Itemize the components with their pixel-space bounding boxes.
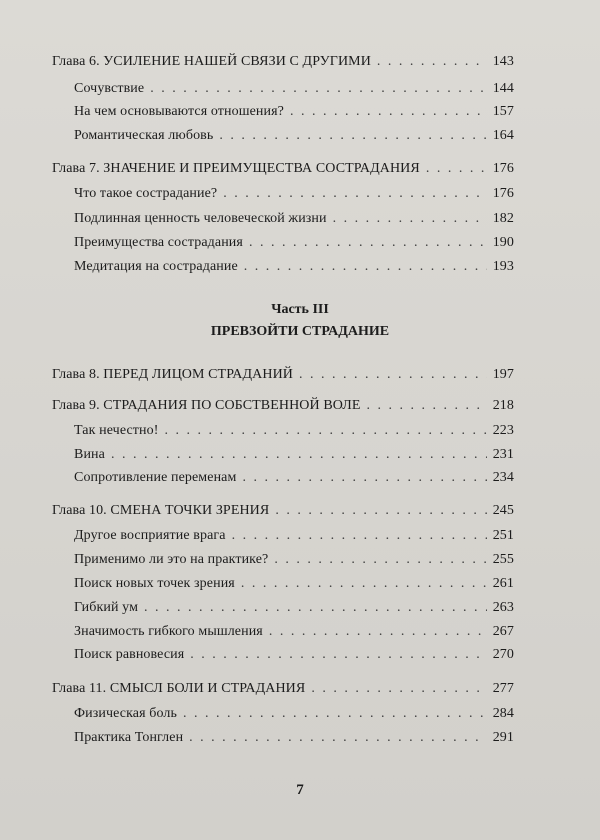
toc-entry-page: 291 [492, 730, 514, 745]
toc-entry-title: Другое восприятие врага [74, 528, 226, 543]
toc-entry-page: 251 [492, 528, 514, 543]
toc-entry-title: Поиск равновесия [74, 647, 185, 662]
leader-dots [241, 575, 487, 593]
toc-entry-page: 261 [492, 576, 514, 591]
toc-entry-page: 164 [492, 128, 514, 143]
toc-entry-page: 193 [492, 259, 514, 274]
toc-entry-title: Медитация на сострадание [74, 259, 238, 274]
toc-entry-page: 197 [492, 367, 514, 382]
toc-entry-page: 176 [492, 161, 514, 176]
leader-dots [242, 469, 486, 487]
toc-entry-section [74, 469, 514, 487]
toc-entry-page: 270 [492, 647, 514, 662]
toc-entry-page: 190 [492, 235, 514, 250]
toc-entry-page: 277 [492, 681, 514, 696]
toc-entry-section [74, 575, 514, 593]
toc-entry-page: 234 [492, 470, 514, 485]
leader-dots [164, 422, 486, 440]
toc-entry-page: 255 [492, 552, 514, 567]
toc-entry-page: 267 [492, 624, 514, 639]
leader-dots [299, 366, 487, 384]
toc-entry-title: Глава 8. ПЕРЕД ЛИЦОМ СТРАДАНИЙ [52, 367, 294, 382]
toc-entry-page: 144 [492, 81, 514, 96]
part-label: Часть III [271, 302, 329, 317]
toc-entry-title: Глава 11. СМЫСЛ БОЛИ И СТРАДАНИЯ [52, 681, 306, 696]
toc-entry-title: Глава 10. СМЕНА ТОЧКИ ЗРЕНИЯ [52, 503, 270, 518]
toc-entry-section [74, 646, 514, 664]
leader-dots [232, 527, 487, 545]
toc-entry-chapter-6 [52, 53, 514, 71]
toc-entry-page: 223 [492, 423, 514, 438]
toc-entry-section [74, 551, 514, 569]
leader-dots [219, 127, 486, 145]
toc-entry-section [74, 210, 514, 228]
toc-entry-title: Значимость гибкого мышления [74, 624, 263, 639]
leader-dots [426, 160, 487, 178]
leader-dots [249, 234, 487, 252]
toc-entry-section [74, 80, 514, 98]
toc-entry-title: Физическая боль [74, 706, 177, 721]
leader-dots [311, 680, 486, 698]
toc-entry-title: Преимущества сострадания [74, 235, 243, 250]
toc-entry-page: 231 [492, 447, 514, 462]
toc-entry-title: Сопротивление переменам [74, 470, 237, 485]
toc-entry-section [74, 185, 514, 203]
part-title: ПРЕВЗОЙТИ СТРАДАНИЕ [210, 324, 390, 339]
toc-entry-section [74, 599, 514, 617]
toc-entry-title: Подлинная ценность человеческой жизни [74, 211, 327, 226]
toc-entry-page: 245 [492, 503, 514, 518]
leader-dots [269, 623, 487, 641]
toc-entry-page: 182 [492, 211, 514, 226]
toc-entry-title: Практика Тонглен [74, 730, 184, 745]
toc-entry-title: Применимо ли это на практике? [74, 552, 269, 567]
leader-dots [333, 210, 487, 228]
toc-entry-section [74, 422, 514, 440]
toc-entry-section [74, 623, 514, 641]
toc-entry-page: 218 [492, 398, 514, 413]
toc-entry-title: На чем основываются отношения? [74, 104, 284, 119]
leader-dots [144, 599, 487, 617]
toc-entry-section [74, 446, 514, 464]
toc-entry-page: 176 [492, 186, 514, 201]
leader-dots [183, 705, 487, 723]
toc-entry-title: Глава 6. УСИЛЕНИЕ НАШЕЙ СВЯЗИ С ДРУГИМИ [52, 54, 371, 69]
leader-dots [290, 103, 487, 121]
page-number: 7 [296, 782, 304, 798]
toc-entry-title: Что такое сострадание? [74, 186, 218, 201]
toc-entry-chapter-9 [52, 397, 514, 415]
toc-entry-title: Романтическая любовь [74, 128, 214, 143]
toc-entry-title: Вина [74, 447, 105, 462]
leader-dots [377, 53, 487, 71]
toc-entry-chapter-8 [52, 366, 514, 384]
leader-dots [274, 551, 486, 569]
toc-entry-section [74, 258, 514, 276]
toc-entry-section [74, 527, 514, 545]
leader-dots [190, 646, 486, 664]
toc-entry-title: Сочувствие [74, 81, 145, 96]
leader-dots [223, 185, 486, 203]
toc-entry-page: 263 [492, 600, 514, 615]
leader-dots [189, 729, 487, 747]
toc-entry-section [74, 127, 514, 145]
toc-entry-page: 157 [492, 104, 514, 119]
toc-entry-title: Глава 9. СТРАДАНИЯ ПО СОБСТВЕННОЙ ВОЛЕ [52, 398, 361, 413]
leader-dots [367, 397, 487, 415]
toc-entry-title: Глава 7. ЗНАЧЕНИЕ И ПРЕИМУЩЕСТВА СОСТРАДАНИЯ [52, 161, 420, 176]
toc-entry-title: Гибкий ум [74, 600, 139, 615]
toc-entry-title: Так нечестно! [74, 423, 159, 438]
toc-entry-section [74, 705, 514, 723]
leader-dots [275, 502, 486, 520]
toc-entry-section [74, 234, 514, 252]
toc-entry-section [74, 729, 514, 747]
toc-entry-chapter-11 [52, 680, 514, 698]
toc-entry-chapter-10 [52, 502, 514, 520]
toc-entry-page: 284 [492, 706, 514, 721]
toc-entry-page: 143 [492, 54, 514, 69]
toc-entry-section [74, 103, 514, 121]
leader-dots [244, 258, 487, 276]
leader-dots [111, 446, 487, 464]
toc-entry-chapter-7 [52, 160, 514, 178]
leader-dots [150, 80, 486, 98]
toc-entry-title: Поиск новых точек зрения [74, 576, 235, 591]
